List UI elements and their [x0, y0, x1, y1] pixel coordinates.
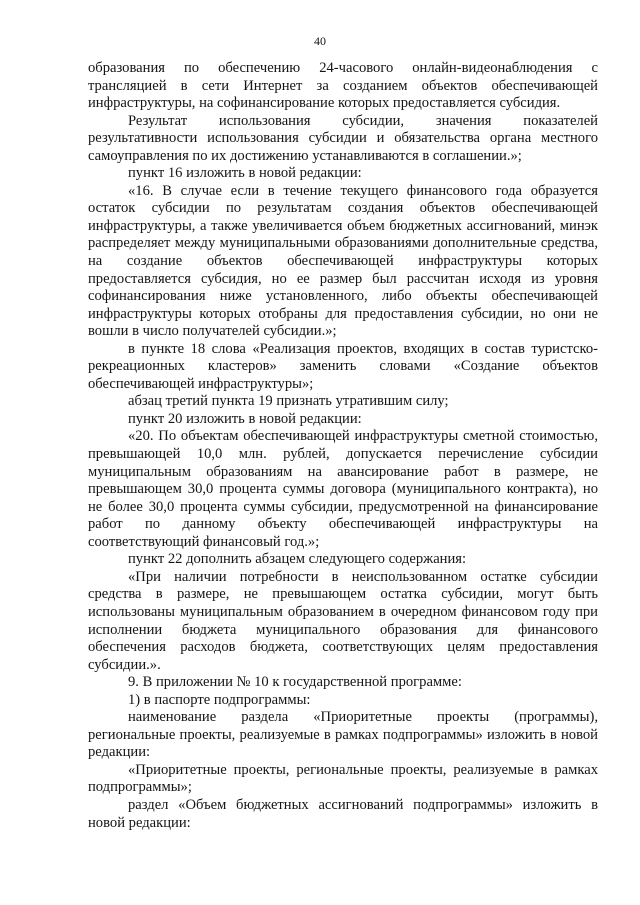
paragraph-5: в пункте 18 слова «Реализация проектов, входящих в состав туристско-рекреационных кластеров» заменить словами «Создание объектов обеспечивающей инфраструктуры»;	[88, 340, 598, 392]
page-number: 40	[314, 34, 326, 48]
paragraph-3: пункт 16 изложить в новой редакции:	[128, 165, 362, 182]
paragraph-10: «При наличии потребности в неиспользованном остатке субсидии средства в размере, не превышающем остатка субсидии, могут быть использованы муниципальным образованием в очередном финансовом году при исполнении бюджета муниципального образования для финансового обеспечения расходов бюджета, соответствующих целям предоставления субсидии.».	[88, 568, 598, 673]
paragraph-6: абзац третий пункта 19 признать утратившим силу;	[128, 393, 449, 410]
paragraph-1: образования по обеспечению 24-часового онлайн-видеонаблюдения с трансляцией в сети Интернет за созданием объектов обеспечивающей инфраструктуры, на софинансирование которых предоставляется субсидия.	[88, 60, 598, 112]
document-body	[88, 60, 598, 832]
paragraph-12: 1) в паспорте подпрограммы:	[128, 691, 311, 708]
paragraph-11: 9. В приложении № 10 к государственной программе:	[128, 674, 462, 691]
paragraph-9: пункт 22 дополнить абзацем следующего содержания:	[128, 551, 467, 568]
paragraph-15: раздел «Объем бюджетных ассигнований подпрограммы» изложить в новой редакции:	[88, 796, 598, 831]
paragraph-2: Результат использования субсидии, значения показателей результативности использования субсидии и обязательства органа местного самоуправления по их достижению устанавливаются в соглашении.»;	[88, 112, 598, 164]
paragraph-14: «Приоритетные проекты, региональные проекты, реализуемые в рамках подпрограммы»;	[88, 761, 598, 796]
paragraph-4: «16. В случае если в течение текущего финансового года образуется остаток субсидии по результатам создания объектов обеспечивающей инфраструктуры, а также увеличивается объем бюджетных ассигнований, минэк распределяет между муниципальными образованиями дополнительные средства, на создание объектов обеспечивающей инфраструктуры которых предоставляется субсидия, но ее размер был рассчитан исходя из уровня софинансирования ниже установленного, либо объекты обеспечивающей инфраструктуры которых отобраны для предоставления субсидии, но они не вошли в число получателей субсидии.»;	[88, 182, 598, 340]
paragraph-8: «20. По объектам обеспечивающей инфраструктуры сметной стоимостью, превышающей 10,0 млн. рублей, допускается перечисление субсидии муниципальным образованиям на авансирование работ в размере, не превышающем 30,0 процента суммы договора (муниципального контракта), но не более 30,0 процента суммы субсидии, предусмотренной на финансирование работ по данному объекту обеспечивающей инфраструктуры на соответствующий финансовый год.»;	[88, 428, 598, 550]
paragraph-13: наименование раздела «Приоритетные проекты (программы), региональные проекты, реализуемые в рамках подпрограммы» изложить в новой редакции:	[88, 709, 598, 761]
paragraph-7: пункт 20 изложить в новой редакции:	[128, 410, 362, 427]
